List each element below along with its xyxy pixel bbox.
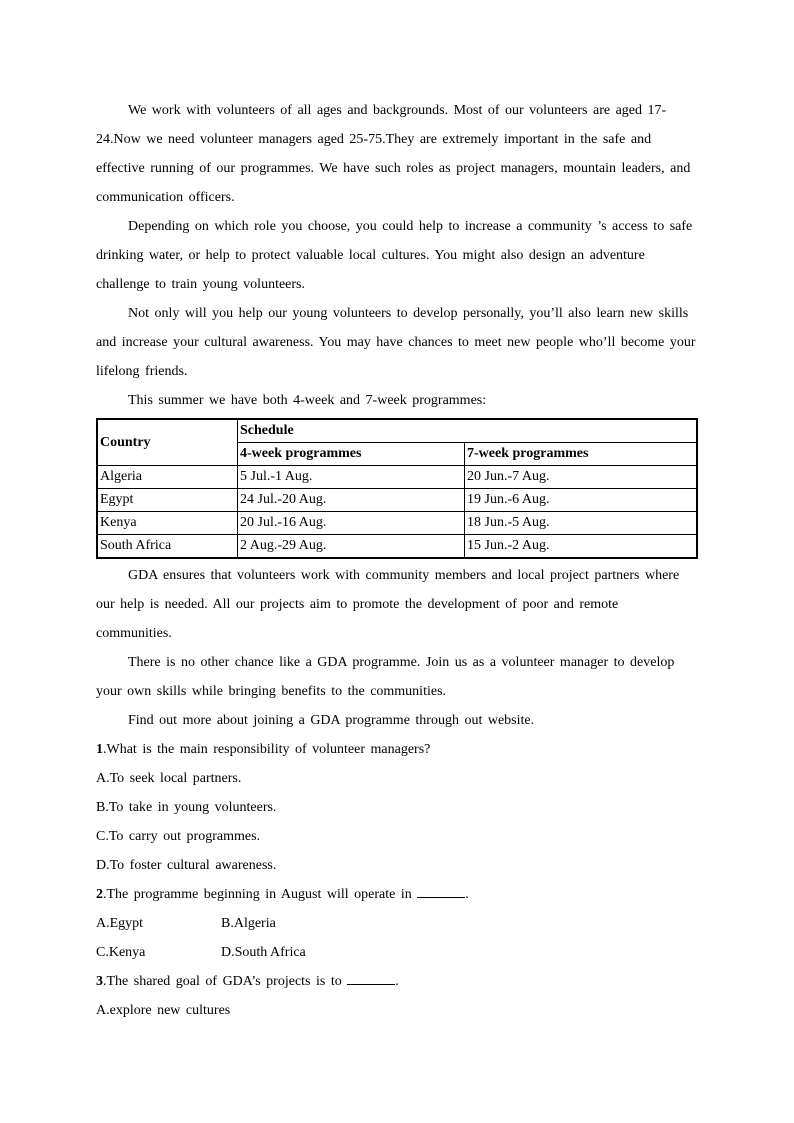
table-row xyxy=(97,489,697,512)
document-page xyxy=(96,96,698,1025)
question-2-stem xyxy=(96,880,698,909)
seven-week-cell: 18 Jun.-5 Aug. xyxy=(465,512,698,535)
four-week-cell: 2 Aug.-29 Aug. xyxy=(238,535,465,559)
question-number: 1 xyxy=(96,742,103,757)
option-a[interactable]: A.To seek local partners. xyxy=(96,771,242,786)
four-week-cell: 5 Jul.-1 Aug. xyxy=(238,466,465,489)
passage-paragraph-1: We work with volunteers of all ages and backgrounds. Most of our volunteers are aged 17-24.Now we need volunteer managers aged 25-75.They are extremely important in the safe and effective running of our programmes. We have such roles as project managers, mountain leaders, and communication officers. xyxy=(96,103,691,205)
country-cell: Egypt xyxy=(97,489,238,512)
four-week-cell: 24 Jul.-20 Aug. xyxy=(238,489,465,512)
table-row xyxy=(97,512,697,535)
option-b[interactable]: B.Algeria xyxy=(221,916,276,931)
question-text: .The programme beginning in August will operate in xyxy=(103,887,412,902)
question-2 xyxy=(96,880,698,967)
question-text: .What is the main responsibility of volunteer managers? xyxy=(103,742,431,757)
schedule-header: Schedule xyxy=(238,419,698,443)
seven-week-cell: 20 Jun.-7 Aug. xyxy=(465,466,698,489)
seven-week-cell: 19 Jun.-6 Aug. xyxy=(465,489,698,512)
passage-paragraph-3: Not only will you help our young volunteers to develop personally, you’ll also learn new skills and increase your cultural awareness. You may have chances to meet new people who’ll become your lifelong friends. xyxy=(96,306,696,379)
table-row xyxy=(97,535,697,559)
passage-paragraph-5: GDA ensures that volunteers work with community members and local project partners where our help is needed. All our projects aim to promote the development of poor and remote communities. xyxy=(96,568,680,641)
country-cell: Kenya xyxy=(97,512,238,535)
question-tail: . xyxy=(395,974,399,989)
four-week-cell: 20 Jul.-16 Aug. xyxy=(238,512,465,535)
question-1-stem xyxy=(96,735,698,764)
option-d[interactable]: D.To foster cultural awareness. xyxy=(96,858,277,873)
passage-paragraph-4: This summer we have both 4-week and 7-week programmes: xyxy=(128,393,487,408)
option-c[interactable]: C.To carry out programmes. xyxy=(96,829,261,844)
option-a[interactable]: A.Egypt xyxy=(96,916,144,931)
option-a[interactable]: A.explore new cultures xyxy=(96,1003,231,1018)
country-header: Country xyxy=(97,419,238,466)
passage-paragraph-6: There is no other chance like a GDA programme. Join us as a volunteer manager to develop your own skills while bringing benefits to the communities. xyxy=(96,655,675,699)
answer-blank[interactable] xyxy=(417,885,465,898)
schedule-table xyxy=(96,418,698,559)
options-row xyxy=(96,909,698,938)
table-header-row xyxy=(97,419,697,443)
question-number: 2 xyxy=(96,887,103,902)
passage-paragraph-2: Depending on which role you choose, you could help to increase a community ’s access to safe drinking water, or help to protect valuable local cultures. You might also design an adventure challenge to train young volunteers. xyxy=(96,219,693,292)
options-row xyxy=(96,938,698,967)
question-3 xyxy=(96,967,698,1025)
table-row xyxy=(97,466,697,489)
question-1 xyxy=(96,735,698,880)
option-c[interactable]: C.Kenya xyxy=(96,945,146,960)
option-d[interactable]: D.South Africa xyxy=(221,945,306,960)
four-week-header: 4-week programmes xyxy=(238,443,465,466)
question-text: .The shared goal of GDA’s projects is to xyxy=(103,974,342,989)
question-number: 3 xyxy=(96,974,103,989)
question-tail: . xyxy=(465,887,469,902)
answer-blank[interactable] xyxy=(347,972,395,985)
seven-week-cell: 15 Jun.-2 Aug. xyxy=(465,535,698,559)
country-cell: South Africa xyxy=(97,535,238,559)
passage-paragraph-7: Find out more about joining a GDA programme through out website. xyxy=(128,713,535,728)
country-cell: Algeria xyxy=(97,466,238,489)
question-3-stem xyxy=(96,967,698,996)
option-b[interactable]: B.To take in young volunteers. xyxy=(96,800,277,815)
seven-week-header: 7-week programmes xyxy=(465,443,698,466)
